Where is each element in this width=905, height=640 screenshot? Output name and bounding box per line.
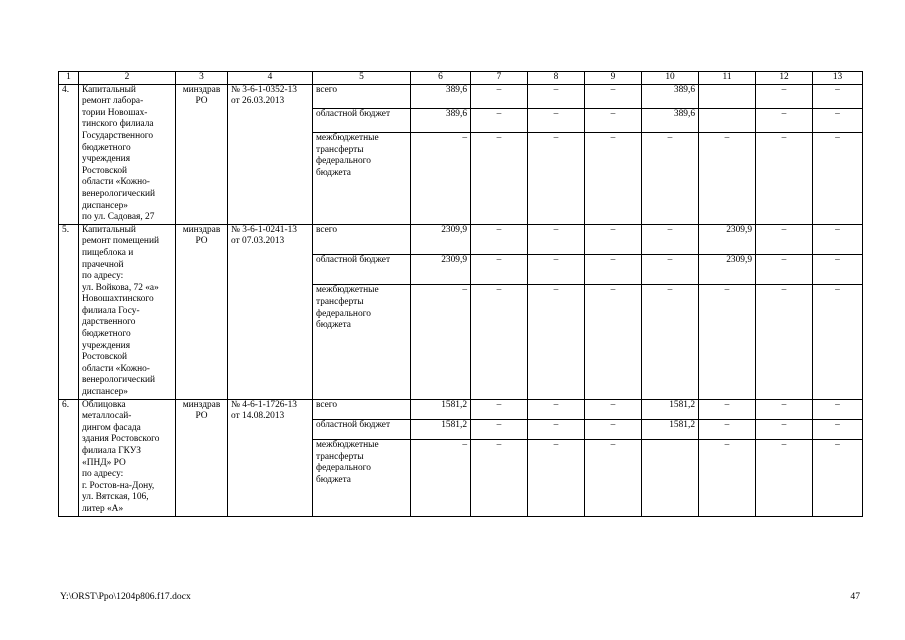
cell-line: бюджета — [316, 320, 351, 331]
cell-line: г. Ростов-на-Дону, — [82, 480, 155, 491]
value-cell: – — [471, 133, 528, 225]
cell-line: ремонт помещений — [82, 236, 159, 247]
cell-line: области «Кожно- — [82, 363, 150, 374]
value-cell: – — [756, 133, 813, 225]
cell-line: бюджетного — [82, 142, 131, 153]
value-cell: – — [699, 419, 756, 439]
cell-line: бюджетного — [82, 329, 131, 340]
funding-source: областной бюджет — [313, 108, 411, 132]
cell-line: Капитальный — [82, 84, 136, 95]
cell-line: учреждения — [82, 340, 131, 351]
value-cell: – — [756, 84, 813, 108]
cell-line: федерального — [316, 463, 371, 474]
value-cell: – — [528, 419, 585, 439]
cell-line: минздрав — [182, 84, 221, 95]
value-cell — [699, 84, 756, 108]
investment-table — [58, 71, 863, 517]
value-cell: – — [585, 255, 642, 285]
cell-line: межбюджетные — [316, 440, 379, 451]
cell-line: федерального — [316, 156, 371, 167]
value-cell: – — [528, 84, 585, 108]
value-cell: – — [528, 285, 585, 399]
cell-line: Капитальный — [82, 224, 136, 235]
value-cell: – — [585, 84, 642, 108]
object-name — [79, 399, 176, 516]
value-cell: 389,6 — [642, 84, 699, 108]
value-cell: – — [528, 133, 585, 225]
value-cell: 2309,9 — [699, 224, 756, 254]
value-cell: – — [756, 419, 813, 439]
funding-source — [313, 133, 411, 225]
value-cell — [642, 440, 699, 516]
cell-line: минздрав — [182, 224, 221, 235]
value-cell: 2309,9 — [411, 255, 471, 285]
cell-line: Ростовской — [82, 352, 128, 363]
expert-conclusion — [228, 84, 313, 224]
header-row — [59, 72, 863, 85]
value-cell: – — [585, 440, 642, 516]
funding-source: всего — [313, 399, 411, 419]
cell-line: № 3-6-1-0352-13 — [231, 84, 297, 95]
cell-line: федерального — [316, 308, 371, 319]
row-number: 4. — [59, 84, 79, 224]
value-cell: – — [471, 419, 528, 439]
cell-line: венерологический — [82, 188, 156, 199]
value-cell: – — [585, 399, 642, 419]
value-cell: – — [756, 399, 813, 419]
value-cell: – — [756, 108, 813, 132]
value-cell: – — [642, 133, 699, 225]
header-cell: 6 — [411, 72, 471, 85]
value-cell: – — [642, 255, 699, 285]
cell-line: Государственного — [82, 130, 154, 141]
object-name — [79, 224, 176, 399]
value-cell: – — [585, 224, 642, 254]
value-cell: – — [813, 84, 863, 108]
value-cell: – — [756, 440, 813, 516]
file-path: Y:\ORST\Ppo\1204p806.f17.docx — [60, 591, 191, 602]
header-cell: 3 — [176, 72, 228, 85]
cell-line: РО — [195, 411, 208, 422]
value-cell: 389,6 — [411, 84, 471, 108]
funding-source: областной бюджет — [313, 255, 411, 285]
header-cell: 1 — [59, 72, 79, 85]
value-cell: – — [585, 133, 642, 225]
value-cell: – — [813, 133, 863, 225]
value-cell: – — [813, 419, 863, 439]
cell-line: венерологический — [82, 375, 156, 386]
header-cell: 4 — [228, 72, 313, 85]
page-number: 47 — [850, 591, 860, 602]
cell-line: трансферты — [316, 297, 364, 307]
value-cell: – — [471, 285, 528, 399]
cell-line: № 4-6-1-1726-13 — [231, 399, 297, 410]
cell-line: по ул. Садовая, 27 — [82, 212, 155, 223]
value-cell: – — [813, 399, 863, 419]
cell-line: дарственного — [82, 317, 136, 328]
value-cell: – — [585, 108, 642, 132]
cell-line: здания Ростовского — [82, 434, 160, 445]
customer — [176, 399, 228, 516]
cell-line: литер «А» — [82, 503, 124, 514]
cell-line: учреждения — [82, 154, 131, 165]
cell-line: металлосай- — [82, 411, 132, 422]
value-cell: 1581,2 — [411, 419, 471, 439]
value-cell: 1581,2 — [642, 399, 699, 419]
header-cell: 10 — [642, 72, 699, 85]
header-cell: 11 — [699, 72, 756, 85]
cell-line: диспансер» — [82, 200, 128, 211]
header-cell: 8 — [528, 72, 585, 85]
value-cell: 389,6 — [411, 108, 471, 132]
funding-source: областной бюджет — [313, 419, 411, 439]
funding-source: всего — [313, 84, 411, 108]
value-cell: – — [471, 224, 528, 254]
object-name — [79, 84, 176, 224]
value-cell: – — [471, 84, 528, 108]
header-cell: 2 — [79, 72, 176, 85]
value-cell: – — [756, 224, 813, 254]
cell-line: тинского филиала — [82, 119, 154, 130]
value-cell: – — [528, 255, 585, 285]
value-cell: – — [411, 285, 471, 399]
cell-line: бюджета — [316, 474, 351, 485]
cell-line: от 14.08.2013 — [231, 411, 285, 422]
cell-line: Новошахтинского — [82, 294, 154, 305]
cell-line: № 3-6-1-0241-13 — [231, 224, 297, 235]
value-cell: 2309,9 — [411, 224, 471, 254]
funding-source: всего — [313, 224, 411, 254]
header-cell: 5 — [313, 72, 411, 85]
value-cell: – — [642, 224, 699, 254]
cell-line: прачечной — [82, 259, 124, 270]
value-cell: – — [585, 419, 642, 439]
header-cell: 7 — [471, 72, 528, 85]
cell-line: межбюджетные — [316, 133, 379, 144]
value-cell: – — [699, 399, 756, 419]
cell-line: по адресу: — [82, 469, 124, 480]
value-cell: – — [813, 285, 863, 399]
value-cell: 2309,9 — [699, 255, 756, 285]
expert-conclusion — [228, 399, 313, 516]
cell-line: пищеблока и — [82, 247, 134, 258]
value-cell: – — [528, 108, 585, 132]
cell-line: диспансер» — [82, 387, 128, 398]
value-cell: – — [411, 133, 471, 225]
value-cell: – — [528, 399, 585, 419]
value-cell: – — [813, 255, 863, 285]
row-number: 5. — [59, 224, 79, 399]
expert-conclusion — [228, 224, 313, 399]
value-cell: – — [756, 285, 813, 399]
header-cell: 12 — [756, 72, 813, 85]
value-cell: – — [528, 440, 585, 516]
cell-line: Ростовской — [82, 165, 128, 176]
value-cell: 389,6 — [642, 108, 699, 132]
cell-line: области «Кожно- — [82, 177, 150, 188]
row-number: 6. — [59, 399, 79, 516]
value-cell: – — [585, 285, 642, 399]
customer — [176, 224, 228, 399]
cell-line: филиала Госу- — [82, 305, 140, 316]
value-cell: – — [471, 255, 528, 285]
cell-line: трансферты — [316, 451, 364, 462]
value-cell: – — [756, 255, 813, 285]
header-cell: 13 — [813, 72, 863, 85]
cell-line: межбюджетные — [316, 285, 379, 296]
value-cell: – — [699, 133, 756, 225]
value-cell: – — [699, 440, 756, 516]
cell-line: РО — [195, 96, 208, 107]
cell-line: ул. Вятская, 106, — [82, 492, 149, 503]
value-cell: – — [528, 224, 585, 254]
table-row — [59, 399, 863, 419]
value-cell: 1581,2 — [411, 399, 471, 419]
value-cell: – — [471, 399, 528, 419]
cell-line: от 07.03.2013 — [231, 236, 285, 247]
cell-line: минздрав — [182, 399, 221, 410]
value-cell: – — [642, 285, 699, 399]
cell-line: тории Новошах- — [82, 107, 148, 118]
table-row — [59, 84, 863, 108]
value-cell: – — [813, 224, 863, 254]
cell-line: по адресу: — [82, 271, 124, 282]
value-cell: – — [813, 440, 863, 516]
funding-source — [313, 440, 411, 516]
cell-line: Облицовка — [82, 399, 126, 410]
cell-line: бюджета — [316, 168, 351, 178]
header-cell: 9 — [585, 72, 642, 85]
customer — [176, 84, 228, 224]
value-cell: – — [471, 108, 528, 132]
cell-line: ремонт лабора- — [82, 96, 144, 107]
cell-line: от 26.03.2013 — [231, 96, 285, 107]
value-cell — [699, 108, 756, 132]
cell-line: дингом фасада — [82, 422, 141, 433]
value-cell: 1581,2 — [642, 419, 699, 439]
cell-line: ул. Войкова, 72 «а» — [82, 282, 159, 293]
value-cell: – — [471, 440, 528, 516]
value-cell: – — [813, 108, 863, 132]
cell-line: РО — [195, 236, 208, 247]
funding-source — [313, 285, 411, 399]
cell-line: трансферты — [316, 144, 364, 155]
cell-line: филиала ГКУЗ — [82, 446, 141, 456]
table-row — [59, 224, 863, 254]
value-cell: – — [411, 440, 471, 516]
cell-line: «ПНД» РО — [82, 457, 126, 468]
value-cell: – — [699, 285, 756, 399]
